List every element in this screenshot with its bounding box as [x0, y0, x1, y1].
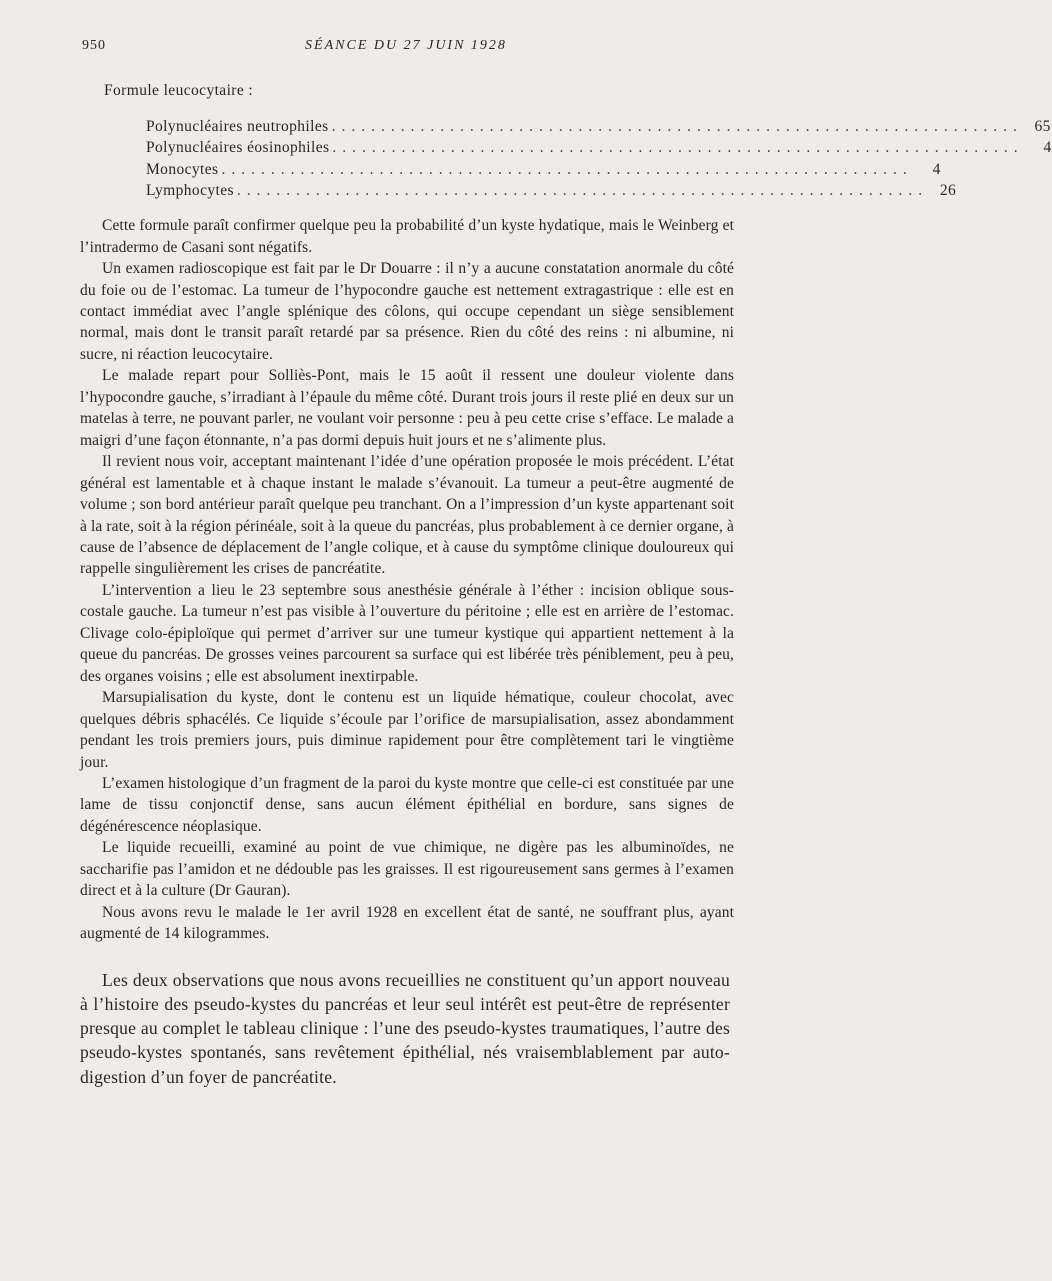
formula-label: Polynucléaires neutrophiles — [146, 118, 329, 135]
formula-label: Monocytes — [146, 160, 219, 178]
dot-leader: ...................................................................... — [332, 139, 1024, 157]
formula-value: 65 — [1034, 118, 1051, 135]
formula-row — [146, 159, 941, 180]
conclusion-section — [80, 968, 730, 1089]
body-text — [80, 215, 734, 944]
paragraph: Cette formule paraît confirmer quelque peu la probabilité d’un kyste hydatique, mais le Weinberg et l’intradermo de Casani sont négatifs. — [80, 217, 734, 256]
paragraph: Il revient nous voir, acceptant maintenant l’idée d’une opération proposée le mois précédent. L’état général est lamentable et à chaque instant le malade s’évanouit. La tumeur a peut-être augmenté de volume ; son bord antérieur paraît quelque peu tranchant. On a l’impression d’un kyste appartenant soit à la rate, soit à la région périnéale, soit à la queue du pancréas, plus probablement à ce dernier organe, à cause de l’absence de déplacement de l’angle colique, et à cause du symptôme clinique douloureux qui rappelle singulièrement les crises de pancréatite. — [80, 453, 734, 578]
paragraph: Le liquide recueilli, examiné au point de vue chimique, ne digère pas les albuminoïdes, ne saccharifie pas l’amidon et ne dédouble pas les graisses. Il est rigoureusement sans germes à l’examen direct et à la culture (Dr Gauran). — [80, 839, 734, 900]
paragraph: Nous avons revu le malade le 1er avril 1928 en excellent état de santé, ne souffrant plus, ayant augmenté de 14 kilogrammes. — [80, 903, 734, 943]
dot-leader: ...................................................................... — [236, 181, 929, 199]
formula-row — [146, 137, 1052, 158]
page-number: 950 — [82, 38, 106, 53]
paragraph: L’examen histologique d’un fragment de la paroi du kyste montre que celle-ci est constituée par une lame de tissu conjonctif dense, sans aucun élément épithélial en bordure, sans signes de dégénérescence néoplasique. — [80, 774, 734, 835]
formula-value: 26 — [939, 181, 957, 199]
formula-title: Formule leucocytaire : — [104, 82, 254, 99]
running-head — [80, 32, 732, 62]
formula-label: Polynucléaires éosinophiles — [146, 139, 330, 157]
paragraph: Marsupialisation du kyste, dont le contenu est un liquide hématique, couleur chocolat, avec quelques débris sphacélés. Ce liquide s’écoule par l’orifice de marsupialisation, assez abondamment pendant les trois premiers jours, puis diminue rapidement pour être complètement tari le vingtième jour. — [80, 689, 734, 771]
formula-value: 4 — [1043, 139, 1052, 157]
formula-label: Lymphocytes — [146, 181, 234, 199]
formula-row — [146, 180, 957, 201]
formula-value: 4 — [932, 160, 941, 178]
paragraph: Un examen radioscopique est fait par le Dr Douarre : il n’y a aucune constatation anormale du côté du foie ou de l’estomac. La tumeur de l’hypocondre gauche est nettement extragastrique : elle est en contact immédiat avec l’angle splénique des côlons, qui occupe cependant un siège sensiblement normal, mais dont le transit paraît retardé par sa présence. Rien du côté des reins : ni albumine, ni sucre, ni réaction leucocytaire. — [80, 260, 734, 363]
running-title: SÉANCE DU 27 JUIN 1928 — [305, 38, 507, 53]
dot-leader: ...................................................................... — [331, 118, 1023, 135]
dot-leader: ...................................................................... — [221, 160, 913, 178]
leucocyte-formula-table — [146, 116, 1052, 201]
paragraph: L’intervention a lieu le 23 septembre sous anesthésie générale à l’éther : incision oblique sous-costale gauche. La tumeur n’est pas visible à l’ouverture du péritoine ; elle est en arrière de l’estomac. Clivage colo-épiploïque qui permet d’arriver sur une tumeur kystique qui appartient nettement à la queue du pancréas. De grosses veines parcourent sa surface qui est libérée très péniblement, peu à peu, des organes voisins ; elle est absolument inextirpable. — [80, 581, 734, 685]
conclusion-paragraph: Les deux observations que nous avons recueillies ne constituent qu’un apport nouveau à l’histoire des pseudo-kystes du pancréas et leur seul intérêt est peut-être de représenter presque au complet le tableau clinique : l’une des pseudo-kystes traumatiques, l’autre des pseudo-kystes spontanés, sans revêtement épithélial, nés vraisemblablement par auto-digestion d’un foyer de pancréatite. — [80, 969, 730, 1087]
paragraph: Le malade repart pour Solliès-Pont, mais le 15 août il ressent une douleur violente dans l’hypocondre gauche, s’irradiant à l’épaule du même côté. Durant trois jours il reste plié en deux sur un matelas à terre, ne pouvant parler, ne voulant voir personne : peu à peu cette crise s’efface. Le malade a maigri d’une façon étonnante, n’a pas dormi depuis huit jours et ne s’alimente plus. — [80, 367, 734, 449]
formula-row — [146, 116, 1051, 137]
